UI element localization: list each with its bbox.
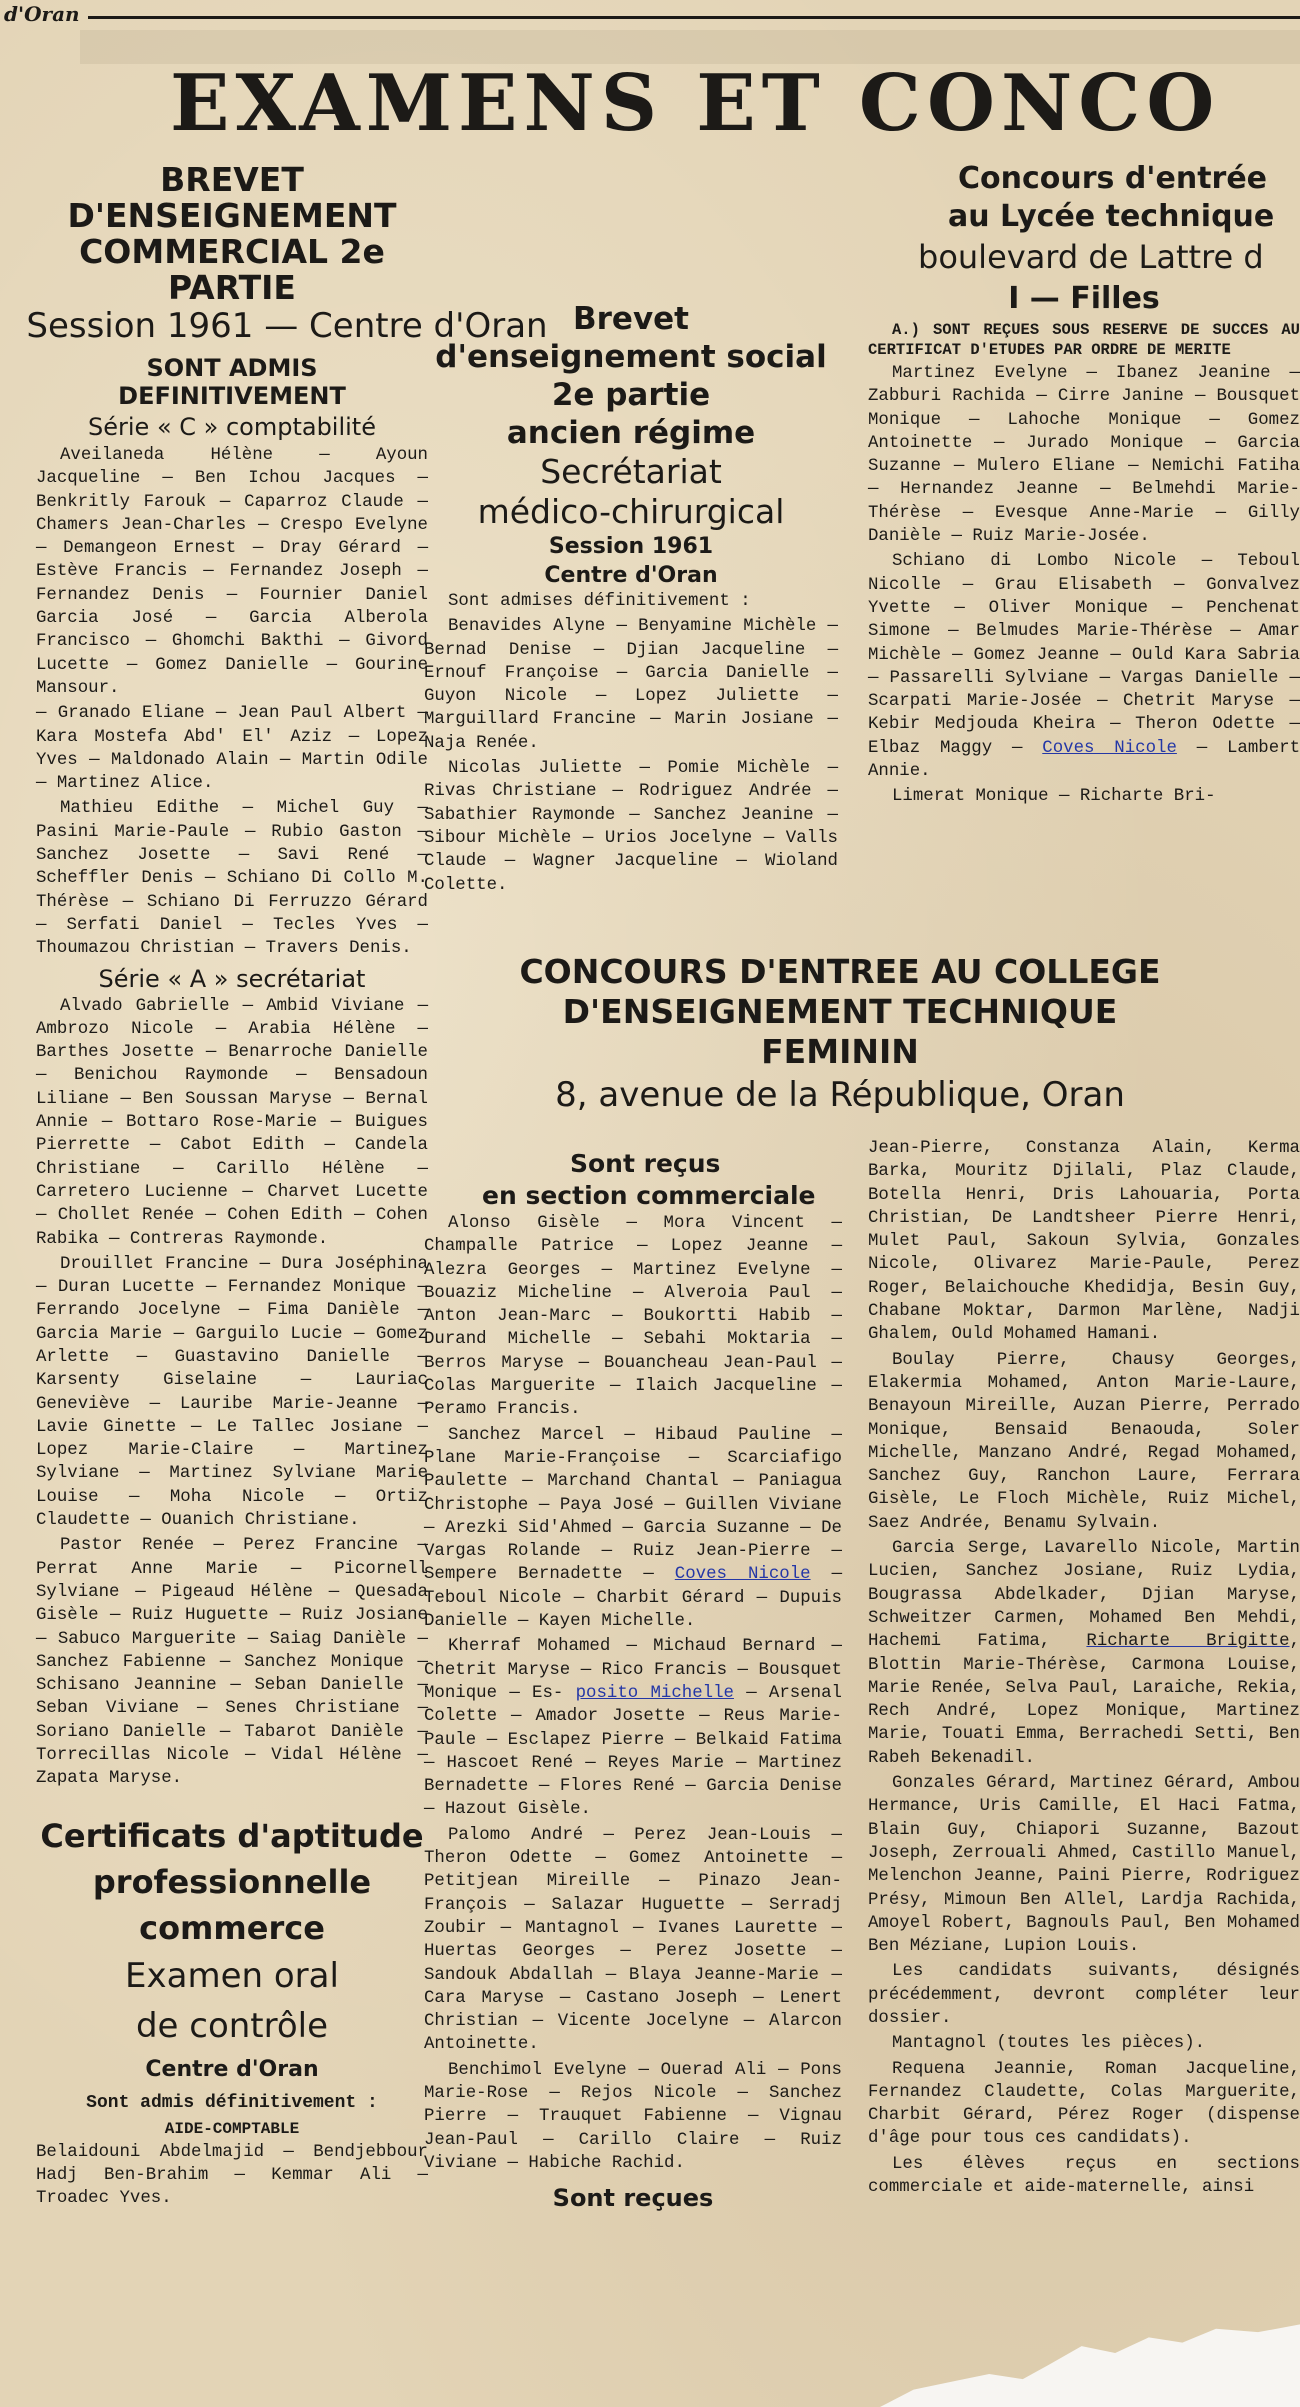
pen-marked-name: Coves Nicole: [674, 1565, 811, 1585]
notice-paragraph: Les candidats suivants, désignés précédemment, devront compléter leur dossier.: [868, 1962, 1300, 2028]
section-title: Certificats d'aptitude: [40, 1816, 424, 1855]
centre-heading: Centre d'Oran: [145, 2056, 319, 2082]
pen-marked-name: Coves Nicole: [1042, 738, 1177, 758]
name-list-part: Schiano di Lombo Nicole — Teboul Nicolle — Grau Elisabeth — Gonvalvez Yvette — Oliver Monique — Penchenat Simone — Belmudes Marie-Thérèse — Amar Michèle — Gomez Jeanne — Ould Kara Sabria — Passarelli Sylviane — Vargas Danielle — Scarpati Marie-Josée — Chetrit Maryse — Kebir Medjouda Kheira — Theron Odette — Elbaz Maggy —: [868, 552, 1300, 758]
section-title: CONCOURS D'ENTREE AU COLLEGE: [519, 952, 1161, 991]
name-list: Palomo André — Perez Jean-Louis — Theron Odette — Gomez Antoinette — Petitjean Mireille — Pinazo Jean-François — Salazar Huguette — Serradj Zoubir — Mantagnol — Ivanes Laurette — Huertas Georges — Perez Josette — Sandouk Abdallah — Blaya Jeanne-Marie — Cara Maryse — Castano Joseph — Lenert Christian — Vicente Jocelyne — Alarcon Antoinette.: [424, 1825, 842, 2055]
name-list-part: — Teboul Nicole — Charbit Gérard — Dupuis Danielle — Kayen Michelle.: [424, 1565, 842, 1632]
intro-line: Sont admises définitivement :: [448, 592, 751, 611]
name-list: Gonzales Gérard, Martinez Gérard, Ambou Hermance, Uris Camille, El Haci Fatma, Blain Guy, Chiapori Suzanne, Bazout Joseph, Zerrouali Ahmed, Castillo Manuel, Melenchon Jeanne, Paini Pierre, Rodriguez Présy, Mimoun Ben Allel, Lardja Rachida, Amoyel Robert, Bagnouls Paul, Ben Mohamed Ben Méziane, Lupion Louis.: [868, 1774, 1300, 1957]
notice-paragraph: Requena Jeannie, Roman Jacqueline, Fernandez Claudette, Colas Marguerite, Charbit Gérard, Pérez Roger (dispense d'âge pour tous ces candidats).: [868, 2059, 1300, 2149]
name-list: Benavides Alyne — Benyamine Michèle — Bernad Denise — Djian Jacqueline — Ernouf Françoise — Garcia Danielle — Guyon Nicole — Lopez Juliette — Marguillard Francine — Marin Josiane — Naja Renée.: [424, 617, 838, 753]
section-title: d'enseignement social: [435, 339, 827, 375]
section-title: professionnelle: [92, 1862, 372, 1901]
recus-heading: Sont reçues: [552, 2184, 714, 2213]
sub-title: Examen oral: [125, 1955, 339, 1996]
name-list: Alvado Gabrielle — Ambid Viviane — Ambrozo Nicole — Arabia Hélène — Barthes Josette — Benarroche Danielle — Benichou Raymonde — Bensadoun Liliane — Ben Soussan Maryse — Bernal Annie — Bottaro Rose-Marie — Buigues Pierrette — Cabot Edith — Candela Christiane — Carillo Hélène — Carretero Lucienne — Charvet Lucette — Chollet Renée — Cohen Edith — Cohen Rabika — Contreras Raymonde.: [36, 996, 428, 1249]
section-title: Brevet: [573, 301, 689, 337]
notice-paragraph: Les élèves reçus en sections commerciale et aide-maternelle, ainsi: [868, 2154, 1300, 2198]
sub-title: médico-chirurgical: [477, 492, 785, 531]
column-brevet-commercial: [26, 160, 548, 2213]
session-heading: Session 1961: [548, 534, 714, 559]
column-college-left: [424, 1148, 842, 2215]
name-list-part: Garcia Serge, Lavarello Nicole, Martin Lucien, Sanchez Josiane, Ruiz Lydia, Bougrassa Abdelkader, Djian Maryse, Schweitzer Carmen, Mohamed Ben Mehdi, Hachemi Fatima,: [868, 1539, 1300, 1652]
name-list: — Granado Eliane — Jean Paul Albert — Kara Mostefa Abd' El' Aziz — Lopez Yves — Maldonado Alain — Martin Odile — Martinez Alice.: [36, 704, 428, 794]
section-title: BREVET D'ENSEIGNEMENT: [67, 160, 397, 235]
torn-corner: [880, 2320, 1300, 2407]
name-list: [868, 550, 1300, 783]
sub-title: boulevard de Lattre d: [918, 238, 1264, 276]
session-line: Session 1961 — Centre d'Oran: [26, 306, 548, 346]
centre-heading: Centre d'Oran: [544, 563, 718, 588]
name-list: Benchimol Evelyne — Ouerad Ali — Pons Marie-Rose — Rejos Nicole — Sanchez Pierre — Trauquet Fabienne — Vignau Jean-Paul — Carillo Claire — Ruiz Viviane — Habiche Rachid.: [424, 2060, 842, 2173]
name-list-part: — Lambert Annie.: [868, 738, 1300, 782]
serie-heading: Série « C » comptabilité: [88, 413, 376, 441]
admis-heading: SONT ADMIS: [146, 354, 318, 382]
name-list-part: , Blottin Marie-Thérèse, Carmona Louise, Marie Renée, Selva Paul, Laraiche, Rekia, Rech André, Lopez Monique, Martinez Marie, Touati Emma, Berrachedi Setti, Ben Rabeh Bekenadil.: [868, 1632, 1300, 1768]
masthead-rule: [88, 16, 1300, 19]
name-list: Drouillet Francine — Dura Joséphina — Duran Lucette — Fernandez Monique — Ferrando Jocelyne — Fima Danièle — Garcia Marie — Garguilo Lucie — Gomez Arlette — Guastavino Danielle — Karsenty Giselaine — Lauriac Geneviève — Lauribe Marie-Jeanne — Lavie Ginette — Le Tallec Josiane — Lopez Marie-Claire — Martinez Sylviane — Martinez Sylviane Marie Louise — Moha Nicole — Ortiz Claudette — Ouanich Christiane.: [36, 1254, 428, 1531]
name-list: Aveilaneda Hélène — Ayoun Jacqueline — Ben Ichou Jacques — Benkritly Farouk — Caparroz Claude — Chamers Jean-Charles — Crespo Evelyne — Demangeon Ernest — Dray Gérard — Estève Francis — Fernandez Joseph — Fernandez Denis — Fournier Daniel Garcia José — Garcia Alberola Francisco — Ghomchi Bakthi — Givord Lucette — Gomez Danielle — Gourine Mansour.: [36, 446, 428, 698]
section-subhead: I — Filles: [1008, 281, 1160, 316]
section-title: FEMININ: [761, 1032, 919, 1071]
section-title: ancien régime: [506, 415, 756, 451]
section-subhead: en section commerciale: [482, 1181, 816, 1210]
name-list: Boulay Pierre, Chausy Georges, Elakermia Mohamed, Anton Marie-Laure, Benayoun Mireille, Auzan Pierre, Perrado Monique, Bensaid Benaouda, Soler Michelle, Manzano André, Regad Mohamed, Sanchez Guy, Ranchon Laure, Ferrara Gisèle, Le Floch Michèle, Ruiz Michel, Saez Andrée, Benamu Sylvain.: [868, 1350, 1300, 1533]
name-list-part: — Arsenal Colette — Amador Josette — Reus Marie-Paule — Esclapez Pierre — Belkaid Fatima — Hascoet René — Reyes Marie — Martinez Bernadette — Flores René — Garcia Denise — Hazout Gisèle.: [424, 1683, 842, 1820]
name-list: Limerat Monique — Richarte Bri-: [892, 787, 1216, 807]
name-list: Pastor Renée — Perez Francine — Perrat Anne Marie — Picornell Sylviane — Pigeaud Hélène — Quesada Gisèle — Ruiz Huguette — Ruiz Josiane — Sabuco Marguerite — Saiag Danièle — Sanchez Fabienne — Sanchez Monique — Schisano Jeannine — Seban Danielle — Seban Viviane — Senes Christiane — Soriano Danielle — Tabarot Danièle — Torrecillas Nicole — Vidal Hélène — Zapata Maryse.: [36, 1536, 428, 1789]
name-list-part: Sanchez Marcel — Hibaud Pauline — Plane Marie-Françoise — Scarciafigo Paulette — Marchand Chantal — Paniagua Christophe — Paya José — Guillen Viviane — Arezki Sid'Ahmed — Garcia Suzanne — De Vargas Rolande — Ruiz Jean-Pierre — Sempere Bernadette —: [424, 1425, 842, 1585]
pen-marked-name: Richarte Brigitte: [1086, 1632, 1290, 1652]
sub-title: Secrétariat: [540, 452, 722, 491]
section-title: D'ENSEIGNEMENT TECHNIQUE: [562, 992, 1118, 1031]
sub-title: de contrôle: [135, 2005, 329, 2046]
section-title: 2e partie: [551, 377, 711, 413]
name-list: Nicolas Juliette — Pomie Michèle — Rivas Christiane — Rodriguez Andrée — Sabathier Raymonde — Sanchez Jeanine — Sibour Michèle — Urios Jocelyne — Valls Claude — Wagner Jacqueline — Wioland Colette.: [424, 759, 838, 895]
intro-line: A.) SONT REÇUES SOUS RESERVE DE SUCCES AU CERTIFICAT D'ETUDES PAR ORDRE DE MERITE: [868, 321, 1300, 359]
section-label: AIDE-COMPTABLE: [164, 2119, 300, 2138]
pen-marked-name: posito Michelle: [575, 1683, 734, 1703]
section-title: Concours d'entrée: [958, 161, 1268, 196]
name-list: [424, 1635, 842, 1821]
admis-heading: DEFINITIVEMENT: [118, 382, 346, 410]
address-line: 8, avenue de la République, Oran: [555, 1075, 1125, 1115]
name-list: [424, 1424, 842, 1634]
serie-heading: Série « A » secrétariat: [98, 964, 366, 993]
name-list: Jean-Pierre, Constanza Alain, Kerma Barka, Mouritz Djilali, Plaz Claude, Botella Henri, Dris Lahouaria, Porta Christian, De Landtsheer Pierre Henri, Mulet Paul, Sakoun Sylvia, Gonzales Nicole, Olivarez Marie-Paule, Perez Roger, Belaichouche Khedidja, Besin Guy, Chabane Moktar, Darmon Marlène, Nadji Ghalem, Ould Mohamed Hamani.: [868, 1139, 1300, 1345]
notice-paragraph: Mantagnol (toutes les pièces).: [892, 2034, 1206, 2054]
section-title: COMMERCIAL 2e PARTIE: [79, 232, 385, 307]
name-list: Martinez Evelyne — Ibanez Jeanine — Zabburi Rachida — Cirre Janine — Bousquet Monique — Lahoche Monique — Gomez Antoinette — Jurado Monique — Garcia Suzanne — Mulero Eliane — Nemichi Fatiha — Hernandez Jeanne — Belmehdi Marie-Thérèse — Evesque Anne-Marie — Gilly Danièle — Ruiz Marie-Josée.: [868, 364, 1300, 547]
certificats-block: [36, 1813, 428, 2211]
name-list: Mathieu Edithe — Michel Guy — Pasini Marie-Paule — Rubio Gaston — Sanchez Josette — Savi René — Scheffler Denis — Schiano Di Collo M. Thérèse — Schiano Di Ferruzzo Gérard — Serfati Daniel — Tecles Yves — Thoumazou Christian — Travers Denis.: [36, 799, 428, 959]
column-concours-lycee: [868, 160, 1300, 811]
masthead-strip: [0, 0, 1300, 24]
masthead-fragment: d'Oran: [4, 2, 80, 26]
name-list: Belaidouni Abdelmajid — Bendjebbour Hadj Ben-Brahim — Kemmar Ali — Troadec Yves.: [36, 2142, 428, 2209]
recus-heading: Sont reçus: [570, 1149, 721, 1178]
section-title: commerce: [139, 1908, 325, 1947]
column-college-right: [868, 1137, 1300, 2201]
column-brevet-social: [424, 300, 838, 899]
admis-heading: Sont admis définitivement :: [86, 2092, 378, 2113]
name-list: [868, 1537, 1300, 1770]
concours-college-header: [440, 952, 1280, 1118]
section-title: au Lycée technique: [948, 199, 1275, 234]
name-list-part: Kherraf Mohamed — Michaud Bernard — Chetrit Maryse — Rico Francis — Bousquet Monique — Es-: [424, 1637, 842, 1703]
page-banner: EXAMENS ET CONCO: [170, 58, 1221, 149]
name-list: Alonso Gisèle — Mora Vincent — Champalle Patrice — Lopez Jeanne — Alezra Georges — Martinez Evelyne — Bouaziz Micheline — Alveroia Paul — Anton Jean-Marc — Boukortti Habib — Durand Michelle — Sebahi Moktaria — Berros Maryse — Bouancheau Jean-Paul — Colas Marguerite — Ilaich Jacqueline — Peramo Francis.: [424, 1214, 842, 1420]
